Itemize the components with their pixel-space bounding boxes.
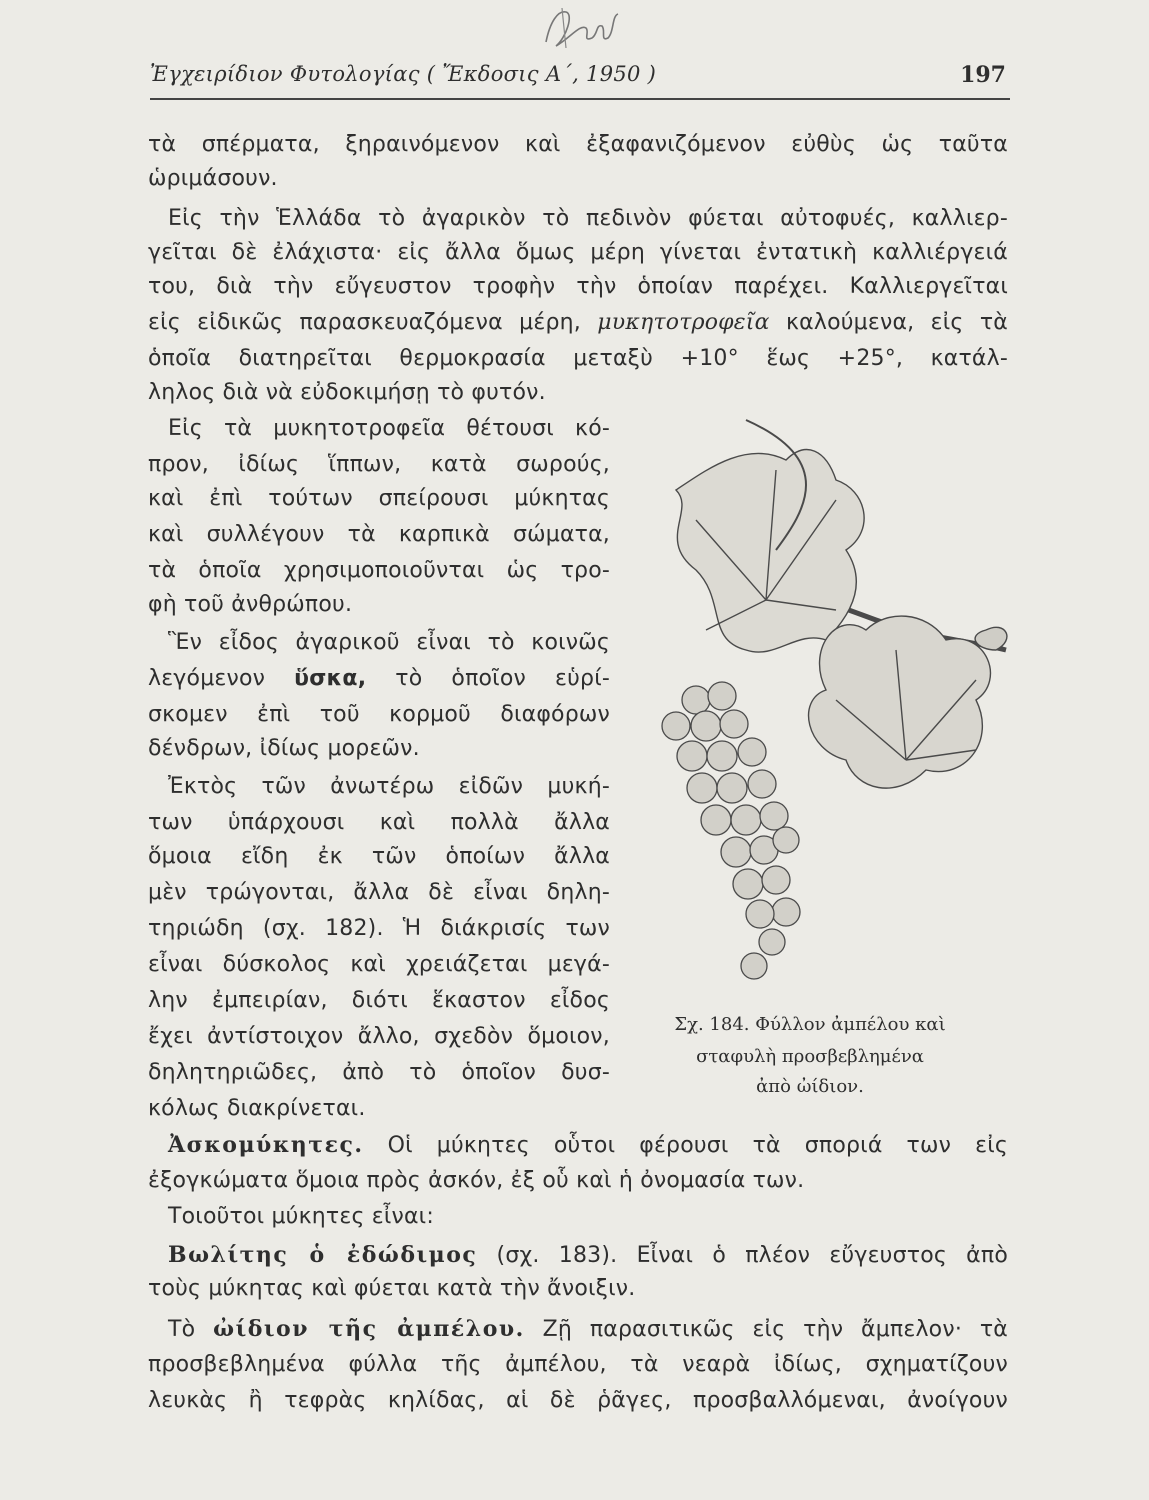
text-line: ὅμοια εἴδη ἐκ τῶν ὁποίων ἄλλα [148,844,610,869]
text-span: Ζῇ παρασιτικῶς εἰς τὴν ἄμπελον· τὰ [542,1317,1008,1342]
text-line: τὰ ὁποῖα χρησιμοποιοῦνται ὡς τρο- [148,558,610,583]
text-line: ὡριμάσουν. [148,166,278,191]
text-line: σκομεν ἐπὶ τοῦ κορμοῦ διαφόρων [148,702,610,727]
text-line: εἶναι δύσκολος καὶ χρειάζεται μεγά- [148,952,610,977]
italic-term: μυκητοτροφεῖα [597,310,770,335]
bold-term: ὕσκα, [294,666,367,691]
text-line: μὲν τρώγονται, ἄλλα δὲ εἶναι δηλη- [148,880,610,905]
bold-term: Βωλίτης ὁ ἐδώδιμος [168,1242,478,1268]
text-line: ὁποῖα διατηρεῖται θερμοκρασία μεταξὺ +10° ἕως +25°, κατάλ- [148,346,1008,371]
text-line: λευκὰς ἢ τεφρὰς κηλίδας, αἱ δὲ ῥᾶγες, προσβαλλόμεναι, ἀνοίγουν [148,1388,1008,1413]
text-line: Ἓν εἶδος ἀγαρικοῦ εἶναι τὸ κοινῶς [168,630,610,655]
figure-caption: Σχ. 184. Φύλλον ἀμπέλου καὶ [674,1014,946,1035]
text-span: (σχ. 183). Εἶναι ὁ πλέον εὔγευστος ἀπὸ [496,1243,1008,1268]
text-span: λεγόμενον [148,666,266,691]
text-line: λην ἐμπειρίαν, διότι ἕκαστον εἶδος [148,988,610,1013]
text-line: προν, ἰδίως ἵππων, κατὰ σωρούς, [148,452,610,477]
figure-caption: ἀπὸ ὠίδιον. [756,1076,864,1097]
section-heading: Ἀσκομύκητες. [168,1132,364,1158]
text-span: εἰς εἰδικῶς παρασκευαζόμενα μέρη, [148,310,581,335]
text-line: Ἐκτὸς τῶν ἀνωτέρω εἰδῶν μυκή- [168,774,610,799]
text-line: Εἰς τὰ μυκητοτροφεῖα θέτουσι κό- [168,416,610,441]
vine-leaf-grape-illustration [636,400,1016,1000]
handwritten-signature [536,2,626,58]
text-line [168,1314,1008,1344]
text-line: κόλως διακρίνεται. [148,1096,366,1121]
text-line: τοὺς μύκητας καὶ φύεται κατὰ τὴν ἄνοιξιν. [148,1276,636,1301]
text-line: των ὑπάρχουσι καὶ πολλὰ ἄλλα [148,810,610,835]
running-header [150,58,1010,100]
figure-caption: σταφυλὴ προσβεβλημένα [696,1046,924,1067]
text-line: καὶ συλλέγουν τὰ καρπικὰ σώματα, [148,522,610,547]
text-line: δένδρων, ἰδίως μορεῶν. [148,736,420,761]
text-line: του, διὰ τὴν εὔγευστον τροφὴν τὴν ὁποίαν παρέχει. Καλλιεργεῖται [148,274,1008,299]
text-line: ἐξογκώματα ὅμοια πρὸς ἀσκόν, ἐξ οὗ καὶ ἡ ὀνομασία των. [148,1168,805,1193]
text-line: καὶ ἐπὶ τούτων σπείρουσι μύκητας [148,486,610,511]
text-span: τὸ ὁποῖον εὑρί- [395,666,610,691]
text-line: Εἰς τὴν Ἑλλάδα τὸ ἀγαρικὸν τὸ πεδινὸν φύεται αὐτοφυές, καλλιερ- [168,206,1008,231]
text-line [168,1240,1008,1270]
text-line: τὰ σπέρματα, ξηραινόμενον καὶ ἐξαφανιζόμενον εὐθὺς ὡς ταῦτα [148,132,1008,157]
text-line: γεῖται δὲ ἐλάχιστα· εἰς ἄλλα ὅμως μέρη γίνεται ἐντατικὴ καλλιέργειά [148,240,1008,265]
text-line [148,664,610,694]
text-span: Τὸ [168,1317,196,1342]
page-number: 197 [960,62,1006,88]
text-line: προσβεβλημένα φύλλα τῆς ἀμπέλου, τὰ νεαρὰ ἰδίως, σχηματίζουν [148,1352,1008,1377]
text-span: καλούμενα, εἰς τὰ [785,310,1009,335]
text-line: ληλος διὰ νὰ εὐδοκιμήσῃ τὸ φυτόν. [148,380,546,405]
running-title: Ἐγχειρίδιον Φυτολογίας ( Ἔκδοσις Α΄, 1950 ) [150,62,657,86]
text-line [168,1130,1008,1160]
text-line: φὴ τοῦ ἀνθρώπου. [148,592,353,617]
text-line [148,308,1008,338]
text-span: Οἱ μύκητες οὗτοι φέρουσι τὰ σποριά των εἰς [387,1133,1008,1158]
text-line: δηλητηριῶδες, ἀπὸ τὸ ὁποῖον δυσ- [148,1060,610,1085]
text-line: Τοιοῦτοι μύκητες εἶναι: [168,1204,434,1229]
bold-term: ὠίδιον τῆς ἀμπέλου. [213,1316,525,1342]
text-line: ἔχει ἀντίστοιχον ἄλλο, σχεδὸν ὅμοιον, [148,1024,610,1049]
text-line: τηριώδη (σχ. 182). Ἡ διάκρισίς των [148,916,610,941]
